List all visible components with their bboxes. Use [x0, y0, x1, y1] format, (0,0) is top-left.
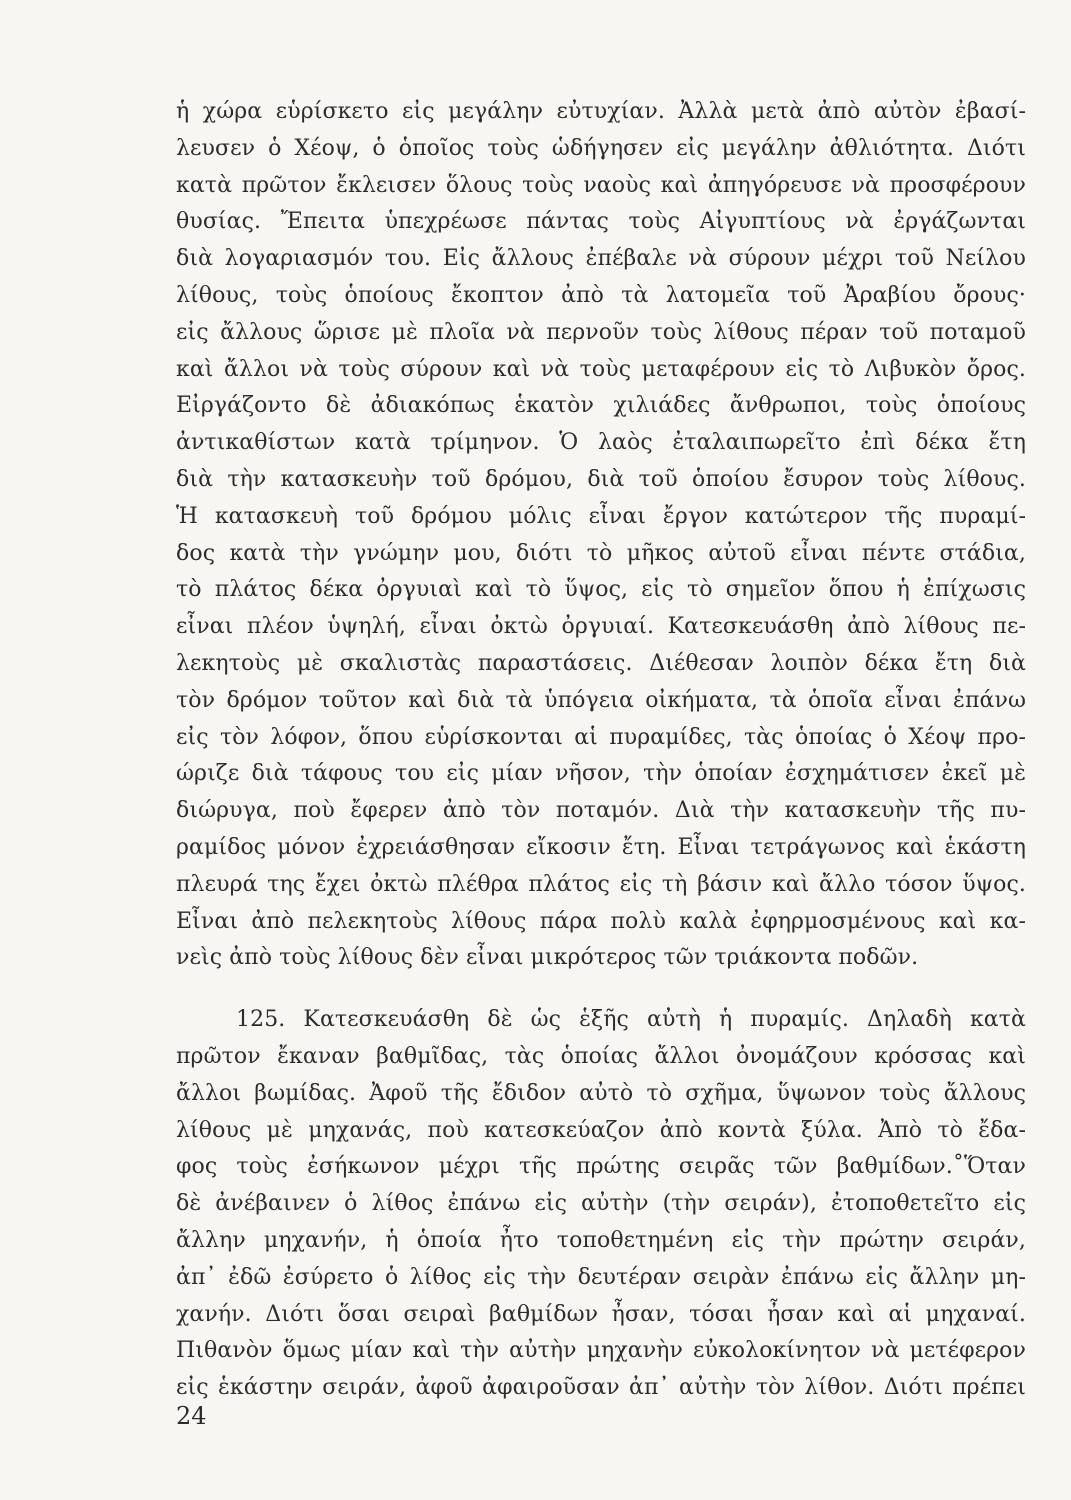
text-line: λεκητοὺς μὲ σκαλιστὰς παραστάσεις. Διέθεσαν λοιπὸν δέκα ἔτη διὰ — [176, 650, 1026, 676]
text-line: εἰς τὸν λόφον, ὅπου εὑρίσκονται αἱ πυραμίδες, τὰς ὁποίας ὁ Χέοψ προ- — [176, 724, 1026, 750]
paragraph-1 — [176, 94, 1026, 977]
text-line: χανήν. Διότι ὅσαι σειραὶ βαθμίδων ἦσαν, τόσαι ἦσαν καὶ αἱ μηχαναί. — [176, 1301, 1026, 1327]
text-line: λίθους, τοὺς ὁποίους ἔκοπτον ἀπὸ τὰ λατομεῖα τοῦ Ἀραβίου ὄρους· — [176, 282, 1026, 308]
text-line: δὲ ἀνέβαινεν ὁ λίθος ἐπάνω εἰς αὐτὴν (τὴν σειράν), ἐτοποθετεῖτο εἰς — [176, 1191, 1026, 1217]
text-line: δος κατὰ τὴν γνώμην μου, διότι τὸ μῆκος αὐτοῦ εἶναι πέντε στάδια, — [176, 540, 1026, 566]
text-line: ἡ χώρα εὑρίσκετο εἰς μεγάλην εὐτυχίαν. Ἀλλὰ μετὰ ἀπὸ αὐτὸν ἐβασί- — [176, 99, 1026, 124]
text-line: εἰς ἄλλους ὥρισε μὲ πλοῖα νὰ περνοῦν τοὺς λίθους πέραν τοῦ ποταμοῦ — [176, 319, 1026, 345]
body-text — [176, 94, 1026, 1407]
page-number: 24 — [176, 1402, 207, 1430]
text-line: ἀπ᾽ ἐδῶ ἐσύρετο ὁ λίθος εἰς τὴν δευτέραν σειρὰν ἐπάνω εἰς ἄλλην μη- — [176, 1264, 1026, 1290]
text-line: τὸ πλάτος δέκα ὀργυιαὶ καὶ τὸ ὕψος, εἰς τὸ σημεῖον ὅπου ἡ ἐπίχωσις — [176, 577, 1026, 603]
text-line: ραμίδος μόνον ἐχρειάσθησαν εἴκοσιν ἔτη. Εἶναι τετράγωνος καὶ ἑκάστη — [176, 834, 1026, 860]
text-line: νεὶς ἀπὸ τοὺς λίθους δὲν εἶναι μικρότερος τῶν τριάκοντα ποδῶν. — [176, 945, 919, 971]
text-line: διὰ λογαριασμόν του. Εἰς ἄλλους ἐπέβαλε νὰ σύρουν μέχρι τοῦ Νείλου — [176, 246, 1026, 272]
text-line: φος τοὺς ἐσήκωνον μέχρι τῆς πρώτης σειρᾶς τῶν βαθμίδων.˚Ὅταν — [176, 1154, 1026, 1180]
text-line: ἀντικαθίστων κατὰ τρίμηνον. Ὁ λαὸς ἐταλαιπωρεῖτο ἐπὶ δέκα ἔτη — [176, 430, 1026, 456]
paragraph-2 — [176, 1002, 1026, 1407]
text-line: πρῶτον ἔκαναν βαθμῖδας, τὰς ὁποίας ἄλλοι ὀνομάζουν κρόσσας καὶ — [176, 1043, 1026, 1069]
text-line: Εἰργάζοντο δὲ ἀδιακόπως ἑκατὸν χιλιάδες ἄνθρωποι, τοὺς ὁποίους — [176, 393, 1026, 419]
text-line: εἰς ἑκάστην σειράν, ἀφοῦ ἀφαιροῦσαν ἀπ᾽ αὐτὴν τὸν λίθον. Διότι πρέπει — [176, 1375, 1026, 1401]
text-line: Ἡ κατασκευὴ τοῦ δρόμου μόλις εἶναι ἔργον κατώτερον τῆς πυραμί- — [176, 503, 1026, 529]
text-line: Πιθανὸν ὅμως μίαν καὶ τὴν αὐτὴν μηχανὴν εὐκολοκίνητον νὰ μετέφερον — [176, 1338, 1026, 1364]
text-line: διώρυγα, ποὺ ἔφερεν ἀπὸ τὸν ποταμόν. Διὰ τὴν κατασκευὴν τῆς πυ- — [176, 798, 1026, 824]
text-line: κατὰ πρῶτον ἔκλεισεν ὅλους τοὺς ναοὺς καὶ ἀπηγόρευσε νὰ προσφέρουν — [176, 172, 1026, 198]
text-line: Εἶναι ἀπὸ πελεκητοὺς λίθους πάρα πολὺ καλὰ ἐφηρμοσμένους καὶ κα- — [176, 908, 1026, 934]
paragraph-gap — [176, 977, 1026, 1002]
text-line: ἄλλην μηχανήν, ἡ ὁποία ἦτο τοποθετημένη εἰς τὴν πρώτην σειράν, — [176, 1227, 1026, 1253]
text-line: πλευρά της ἔχει ὀκτὼ πλέθρα πλάτος εἰς τὴ βάσιν καὶ ἄλλο τόσον ὕψος. — [176, 871, 1026, 897]
text-line: λευσεν ὁ Χέοψ, ὁ ὁποῖος τοὺς ὡδήγησεν εἰς μεγάλην ἀθλιότητα. Διότι — [176, 135, 1026, 161]
text-line: λίθους μὲ μηχανάς, ποὺ κατεσκεύαζον ἀπὸ κοντὰ ξύλα. Ἀπὸ τὸ ἔδα- — [176, 1117, 1026, 1143]
text-line: θυσίας. Ἔπειτα ὑπεχρέωσε πάντας τοὺς Αἰγυπτίους νὰ ἐργάζωνται — [176, 209, 1026, 235]
text-line: τὸν δρόμον τοῦτον καὶ διὰ τὰ ὑπόγεια οἰκήματα, τὰ ὁποῖα εἶναι ἐπάνω — [176, 687, 1026, 713]
text-line: καὶ ἄλλοι νὰ τοὺς σύρουν καὶ νὰ τοὺς μεταφέρουν εἰς τὸ Λιβυκὸν ὄρος. — [176, 356, 1026, 382]
text-line: διὰ τὴν κατασκευὴν τοῦ δρόμου, διὰ τοῦ ὁποίου ἔσυρον τοὺς λίθους. — [176, 466, 1026, 492]
text-line: 125. Κατεσκευάσθη δὲ ὡς ἑξῆς αὐτὴ ἡ πυραμίς. Δηλαδὴ κατὰ — [236, 1007, 1026, 1033]
text-line: ἄλλοι βωμίδας. Ἀφοῦ τῆς ἔδιδον αὐτὸ τὸ σχῆμα, ὕψωνον τοὺς ἄλλους — [176, 1080, 1026, 1106]
text-line: εἶναι πλέον ὑψηλή, εἶναι ὀκτὼ ὀργυιαί. Κατεσκευάσθη ἀπὸ λίθους πε- — [176, 614, 1026, 640]
text-line: ώριζε διὰ τάφους του εἰς μίαν νῆσον, τὴν ὁποίαν ἐσχημάτισεν ἐκεῖ μὲ — [176, 761, 1026, 787]
